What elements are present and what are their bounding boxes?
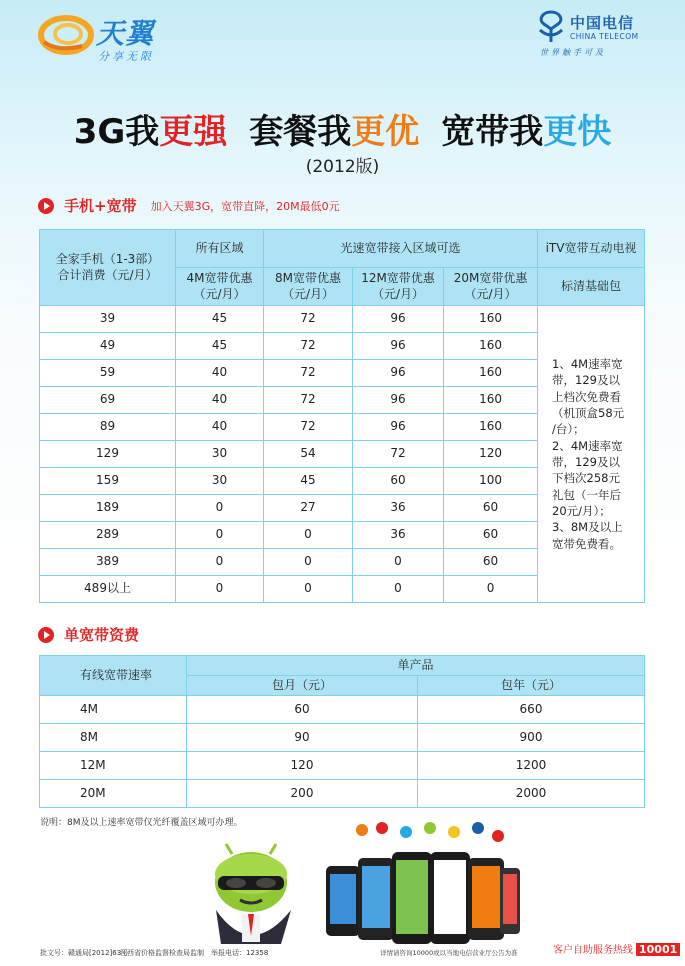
cell-speed: 4M xyxy=(40,696,187,724)
cell-family-spend: 39 xyxy=(40,306,176,333)
header xyxy=(0,0,685,95)
cell-family-spend: 389 xyxy=(40,549,176,576)
china-telecom-mark-icon xyxy=(536,10,566,44)
cell-4m: 30 xyxy=(176,468,264,495)
cell-monthly: 90 xyxy=(187,724,418,752)
china-telecom-en: CHINA TELECOM xyxy=(570,32,639,41)
china-telecom-logo xyxy=(536,10,656,60)
table-row xyxy=(40,696,645,724)
price-supervision-note: 江西省价格监督检查局监制 举报电话：12358 xyxy=(120,949,269,957)
cell-monthly: 200 xyxy=(187,780,418,808)
cell-8m: 54 xyxy=(264,441,353,468)
play-circle-icon xyxy=(38,198,54,214)
cell-12m: 72 xyxy=(353,441,444,468)
col-header-20m: 20M宽带优惠 （元/月） xyxy=(444,268,538,306)
consult-note: 详情请咨询10000或以当地电信营业厅公告为准 xyxy=(380,949,518,957)
cell-12m: 96 xyxy=(353,333,444,360)
cell-monthly: 120 xyxy=(187,752,418,780)
cell-family-spend: 89 xyxy=(40,414,176,441)
table-row xyxy=(40,780,645,808)
cell-12m: 96 xyxy=(353,387,444,414)
cell-family-spend: 159 xyxy=(40,468,176,495)
cell-4m: 0 xyxy=(176,576,264,603)
cell-20m: 60 xyxy=(444,495,538,522)
cell-12m: 36 xyxy=(353,495,444,522)
play-circle-icon xyxy=(38,627,54,643)
headline-part2-emphasis: 更优 xyxy=(351,112,420,152)
cell-speed: 12M xyxy=(40,752,187,780)
cell-20m: 160 xyxy=(444,333,538,360)
table-row xyxy=(40,752,645,780)
hotline-number: 10001 xyxy=(636,943,680,956)
phone-broadband-table xyxy=(39,229,645,603)
cell-4m: 40 xyxy=(176,387,264,414)
hotline xyxy=(553,941,680,956)
headline-part1-emphasis: 更强 xyxy=(159,112,228,152)
tianyi-swirl-icon xyxy=(38,12,96,56)
smartphones-illustration xyxy=(322,822,522,950)
cell-speed: 8M xyxy=(40,724,187,752)
china-telecom-slogan: 世界触手可及 xyxy=(540,48,606,57)
cell-8m: 72 xyxy=(264,387,353,414)
tianyi-slogan: 分享无限 xyxy=(98,50,154,63)
headline-part3-prefix: 宽带我 xyxy=(441,112,544,152)
col-header-8m: 8M宽带优惠 （元/月） xyxy=(264,268,353,306)
headline xyxy=(0,104,685,153)
cell-8m: 0 xyxy=(264,549,353,576)
subtitle-year: (2012版) xyxy=(305,157,380,177)
cell-20m: 160 xyxy=(444,360,538,387)
cell-12m: 96 xyxy=(353,306,444,333)
tianyi-logo xyxy=(38,8,178,63)
table-row xyxy=(40,306,645,333)
group-header-fiber-optional: 光速宽带接入区域可选 xyxy=(264,230,538,268)
cell-family-spend: 49 xyxy=(40,333,176,360)
hotline-label: 客户自助服务热线 xyxy=(553,945,633,956)
section2-title-text: 单宽带资费 xyxy=(64,626,140,644)
cell-8m: 45 xyxy=(264,468,353,495)
col-header-12m: 12M宽带优惠 （元/月） xyxy=(353,268,444,306)
approval-number: 批文号：赣通局[2012]63号 xyxy=(40,949,129,957)
cell-family-spend: 289 xyxy=(40,522,176,549)
broadband-only-table xyxy=(39,655,645,808)
section1-title xyxy=(38,195,340,216)
tianyi-brand-name: 天翼 xyxy=(96,17,155,50)
headline-part3-emphasis: 更快 xyxy=(543,112,612,152)
cell-20m: 120 xyxy=(444,441,538,468)
cell-12m: 96 xyxy=(353,360,444,387)
cell-yearly: 1200 xyxy=(418,752,645,780)
cell-8m: 72 xyxy=(264,360,353,387)
cell-yearly: 900 xyxy=(418,724,645,752)
cell-family-spend: 489以上 xyxy=(40,576,176,603)
headline-part2-prefix: 套餐我 xyxy=(249,112,352,152)
cell-8m: 72 xyxy=(264,414,353,441)
cell-4m: 0 xyxy=(176,495,264,522)
cell-20m: 160 xyxy=(444,414,538,441)
cell-family-spend: 129 xyxy=(40,441,176,468)
android-robot-illustration xyxy=(196,840,306,950)
cell-20m: 60 xyxy=(444,549,538,576)
cell-family-spend: 59 xyxy=(40,360,176,387)
cell-family-spend: 189 xyxy=(40,495,176,522)
china-telecom-cn: 中国电信 xyxy=(570,14,635,32)
cell-20m: 160 xyxy=(444,387,538,414)
cell-20m: 160 xyxy=(444,306,538,333)
group-header-itv: iTV宽带互动电视 xyxy=(538,230,645,268)
cell-family-spend: 69 xyxy=(40,387,176,414)
col-header-itv-basic: 标清基础包 xyxy=(538,268,645,306)
cell-20m: 100 xyxy=(444,468,538,495)
col-header-4m: 4M宽带优惠 （元/月） xyxy=(176,268,264,306)
cell-speed: 20M xyxy=(40,780,187,808)
cell-8m: 0 xyxy=(264,576,353,603)
cell-12m: 36 xyxy=(353,522,444,549)
cell-4m: 30 xyxy=(176,441,264,468)
section1-promo-note: 加入天翼3G，宽带直降，20M最低0元 xyxy=(150,199,340,213)
cell-yearly: 2000 xyxy=(418,780,645,808)
cell-8m: 27 xyxy=(264,495,353,522)
cell-4m: 40 xyxy=(176,360,264,387)
table-row xyxy=(40,724,645,752)
footnote: 说明：8M及以上速率宽带仅光纤覆盖区域可办理。 xyxy=(40,818,243,828)
cell-yearly: 660 xyxy=(418,696,645,724)
col-header-speed: 有线宽带速率 xyxy=(40,656,187,696)
cell-8m: 0 xyxy=(264,522,353,549)
cell-12m: 0 xyxy=(353,549,444,576)
col-header-yearly: 包年（元） xyxy=(418,676,645,696)
headline-part1-prefix: 3G我 xyxy=(73,112,160,152)
cell-monthly: 60 xyxy=(187,696,418,724)
group-header-single-product: 单产品 xyxy=(187,656,645,676)
cell-20m: 60 xyxy=(444,522,538,549)
cell-4m: 45 xyxy=(176,306,264,333)
cell-12m: 96 xyxy=(353,414,444,441)
cell-8m: 72 xyxy=(264,333,353,360)
group-header-all-areas: 所有区域 xyxy=(176,230,264,268)
section1-title-text: 手机+宽带 xyxy=(64,197,137,215)
cell-12m: 0 xyxy=(353,576,444,603)
cell-4m: 40 xyxy=(176,414,264,441)
col-header-family-spend: 全家手机（1-3部） 合计消费（元/月） xyxy=(40,230,176,306)
cell-12m: 60 xyxy=(353,468,444,495)
cell-4m: 0 xyxy=(176,549,264,576)
cell-8m: 72 xyxy=(264,306,353,333)
itv-note: 1、4M速率宽 带，129及以 上档次免费看 （机顶盒58元 /台）； 2、4M速率宽 带，129及以 下档次258元 礼包（一年后 20元/月）； 3、8M及以上 宽带免费看。 xyxy=(538,306,645,603)
col-header-monthly: 包月（元） xyxy=(187,676,418,696)
section2-title xyxy=(38,624,139,645)
cell-20m: 0 xyxy=(444,576,538,603)
cell-4m: 0 xyxy=(176,522,264,549)
cell-4m: 45 xyxy=(176,333,264,360)
